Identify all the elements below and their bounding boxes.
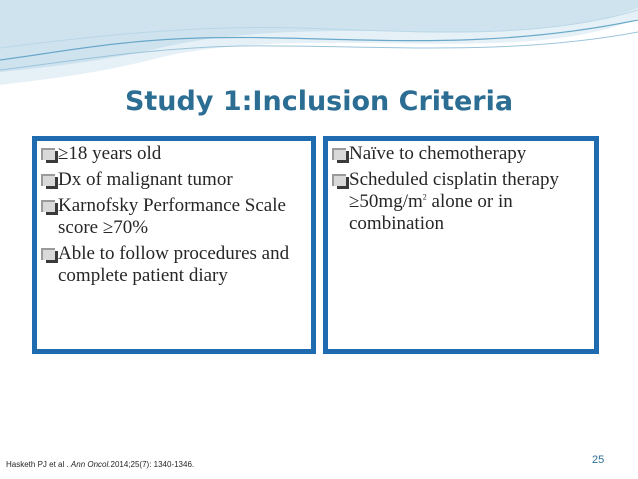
criterion-text (349, 169, 590, 235)
checkbox-bullet-icon (41, 200, 55, 212)
list-item (41, 195, 307, 239)
list-item (41, 143, 307, 165)
criterion-text: Naïve to chemotherapy (349, 143, 527, 164)
checkbox-bullet-icon (332, 148, 346, 160)
criterion-text: Karnofsky Performance Scale score ≥70% (58, 195, 286, 238)
criterion-text-rest: alone or in combination (349, 191, 513, 234)
list-item (332, 143, 590, 165)
header-wave-decoration (0, 0, 638, 90)
list-item (332, 169, 590, 235)
left-criteria-list (37, 141, 311, 287)
page-number: 25 (592, 454, 605, 466)
citation-authors: Hasketh PJ et al . (6, 460, 71, 469)
inclusion-criteria-left-box (32, 136, 316, 354)
list-item (41, 169, 307, 191)
right-criteria-list (328, 141, 594, 235)
list-item (41, 243, 307, 287)
inclusion-criteria-right-box (323, 136, 599, 354)
criterion-text: ≥18 years old (58, 143, 162, 164)
criterion-text: Dx of malignant tumor (58, 169, 233, 190)
checkbox-bullet-icon (41, 248, 55, 260)
superscript-2: 2 (422, 192, 427, 202)
checkbox-bullet-icon (332, 174, 346, 186)
slide-title: Study 1:Inclusion Criteria (124, 86, 514, 117)
checkbox-bullet-icon (41, 174, 55, 186)
citation-journal: Ann Oncol. (70, 460, 111, 469)
citation-details: 2014;25(7): 1340-1346. (110, 460, 195, 469)
criterion-text: Able to follow procedures and complete patient diary (58, 243, 290, 286)
citation (6, 460, 194, 469)
criterion-text-main: Scheduled cisplatin therapy ≥50mg/m (349, 169, 559, 212)
checkbox-bullet-icon (41, 148, 55, 160)
